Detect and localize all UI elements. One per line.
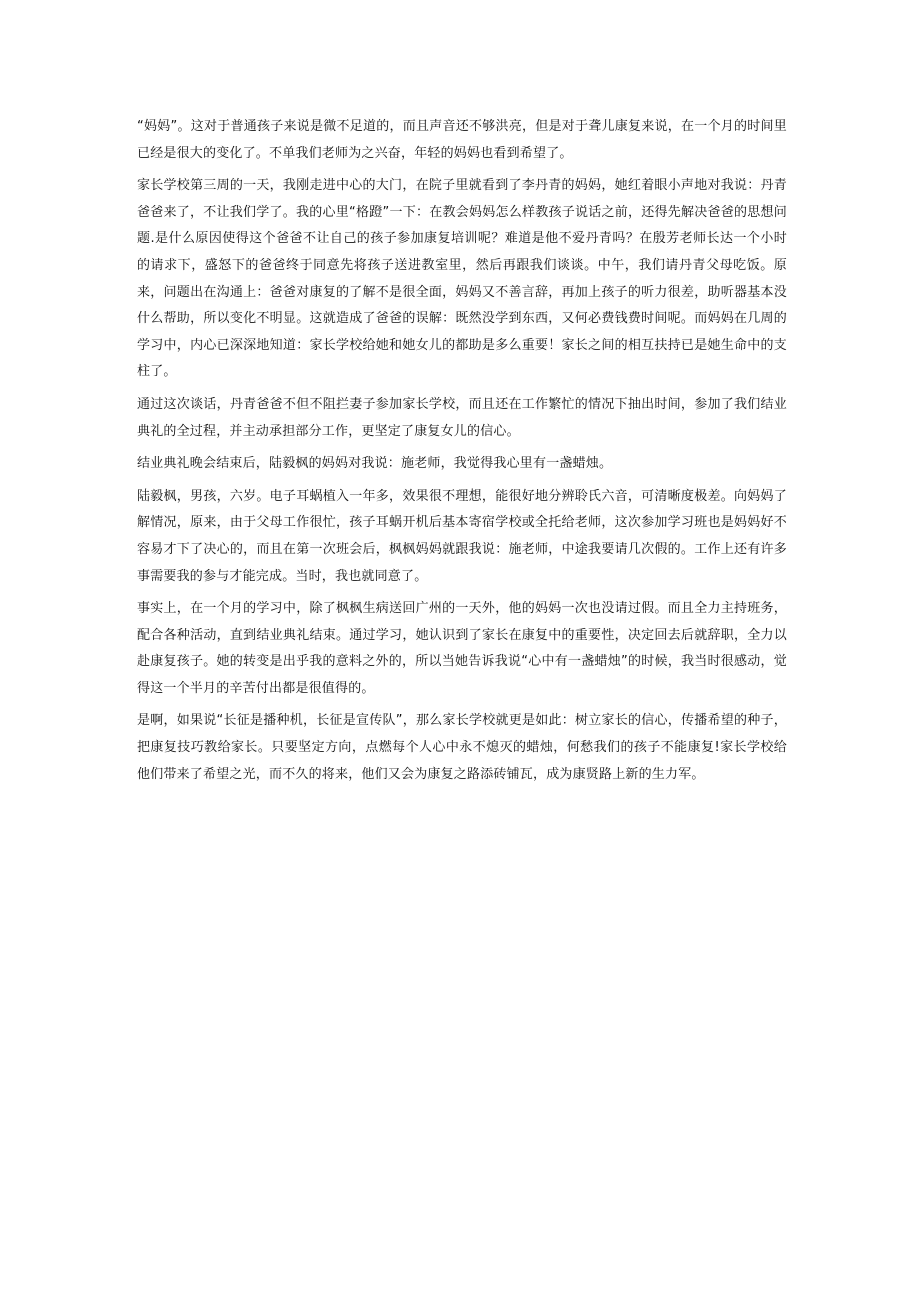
paragraph-3: 通过这次谈话，丹青爸爸不但不阻拦妻子参加家长学校，而且还在工作繁忙的情况下抽出时间，参加了我们结业典礼的全过程，并主动承担部分工作，更坚定了康复女儿的信心。 [137, 396, 787, 439]
document-body [137, 114, 787, 788]
paragraph-1: “妈妈”。这对于普通孩子来说是微不足道的，而且声音还不够洪亮，但是对于聋儿康复来说，在一个月的时间里已经是很大的变化了。不单我们老师为之兴奋，年轻的妈妈也看到希望了。 [137, 119, 787, 161]
paragraph-2: 家长学校第三周的一天，我刚走进中心的大门，在院子里就看到了李丹青的妈妈，她红着眼小声地对我说：丹青爸爸来了，不让我们学了。我的心里“格蹬”一下：在教会妈妈怎么样教孩子说话之前，还得先解决爸爸的思想问题.是什么原因使得这个爸爸不让自己的孩子参加康复培训呢？难道是他不爱丹青吗？在殷芳老师长达一个小时的请求下，盛怒下的爸爸终于同意先将孩子送进教室里，然后再跟我们谈谈。中午，我们请丹青父母吃饭。原来，问题出在沟通上：爸爸对康复的了解不是很全面，妈妈又不善言辞，再加上孩子的听力很差，助听器基本没什么帮助，所以变化不明显。这就造成了爸爸的误解：既然没学到东西，又何必费钱费时间呢。而妈妈在几周的学习中，内心已深深地知道：家长学校给她和她女儿的都助是多么重要！家长之间的相互扶持已是她生命中的支柱了。 [137, 178, 787, 380]
paragraph-7: 是啊，如果说“长征是播种机，长征是宣传队”，那么家长学校就更是如此：树立家长的信心，传播希望的种子，把康复技巧教给家长。只要坚定方向，点燃每个人心中永不熄灭的蜡烛，何愁我们的孩子不能康复!家长学校给他们带来了希望之光，而不久的将来，他们又会为康复之路添砖铺瓦，成为康贤路上新的生力军。 [137, 713, 787, 782]
paragraph-5: 陆毅枫，男孩，六岁。电子耳蜗植入一年多，效果很不理想，能很好地分辨聆氏六音，可清晰度极差。向妈妈了解情况，原来，由于父母工作很忙，孩子耳蜗开机后基本寄宿学校或全托给老师，这次参加学习班也是妈妈好不容易才下了决心的，而且在第一次班会后，枫枫妈妈就跟我说：施老师，中途我要请几次假的。工作上还有许多事需要我的参与才能完成。当时，我也就同意了。 [137, 488, 787, 584]
paragraph-4: 结业典礼晚会结束后，陆毅枫的妈妈对我说：施老师，我觉得我心里有一盏蜡烛。 [137, 456, 613, 472]
paragraph-6: 事实上，在一个月的学习中，除了枫枫生病送回广州的一天外，他的妈妈一次也没请过假。而且全力主持班务，配合各种活动，直到结业典礼结束。通过学习，她认识到了家长在康复中的重要性，决定回去后就辞职，全力以赴康复孩子。她的转变是出乎我的意料之外的，所以当她告诉我说“心中有一盏蜡烛”的时候，我当时很感动，觉得这一个半月的辛苦付出都是很值得的。 [137, 601, 787, 696]
